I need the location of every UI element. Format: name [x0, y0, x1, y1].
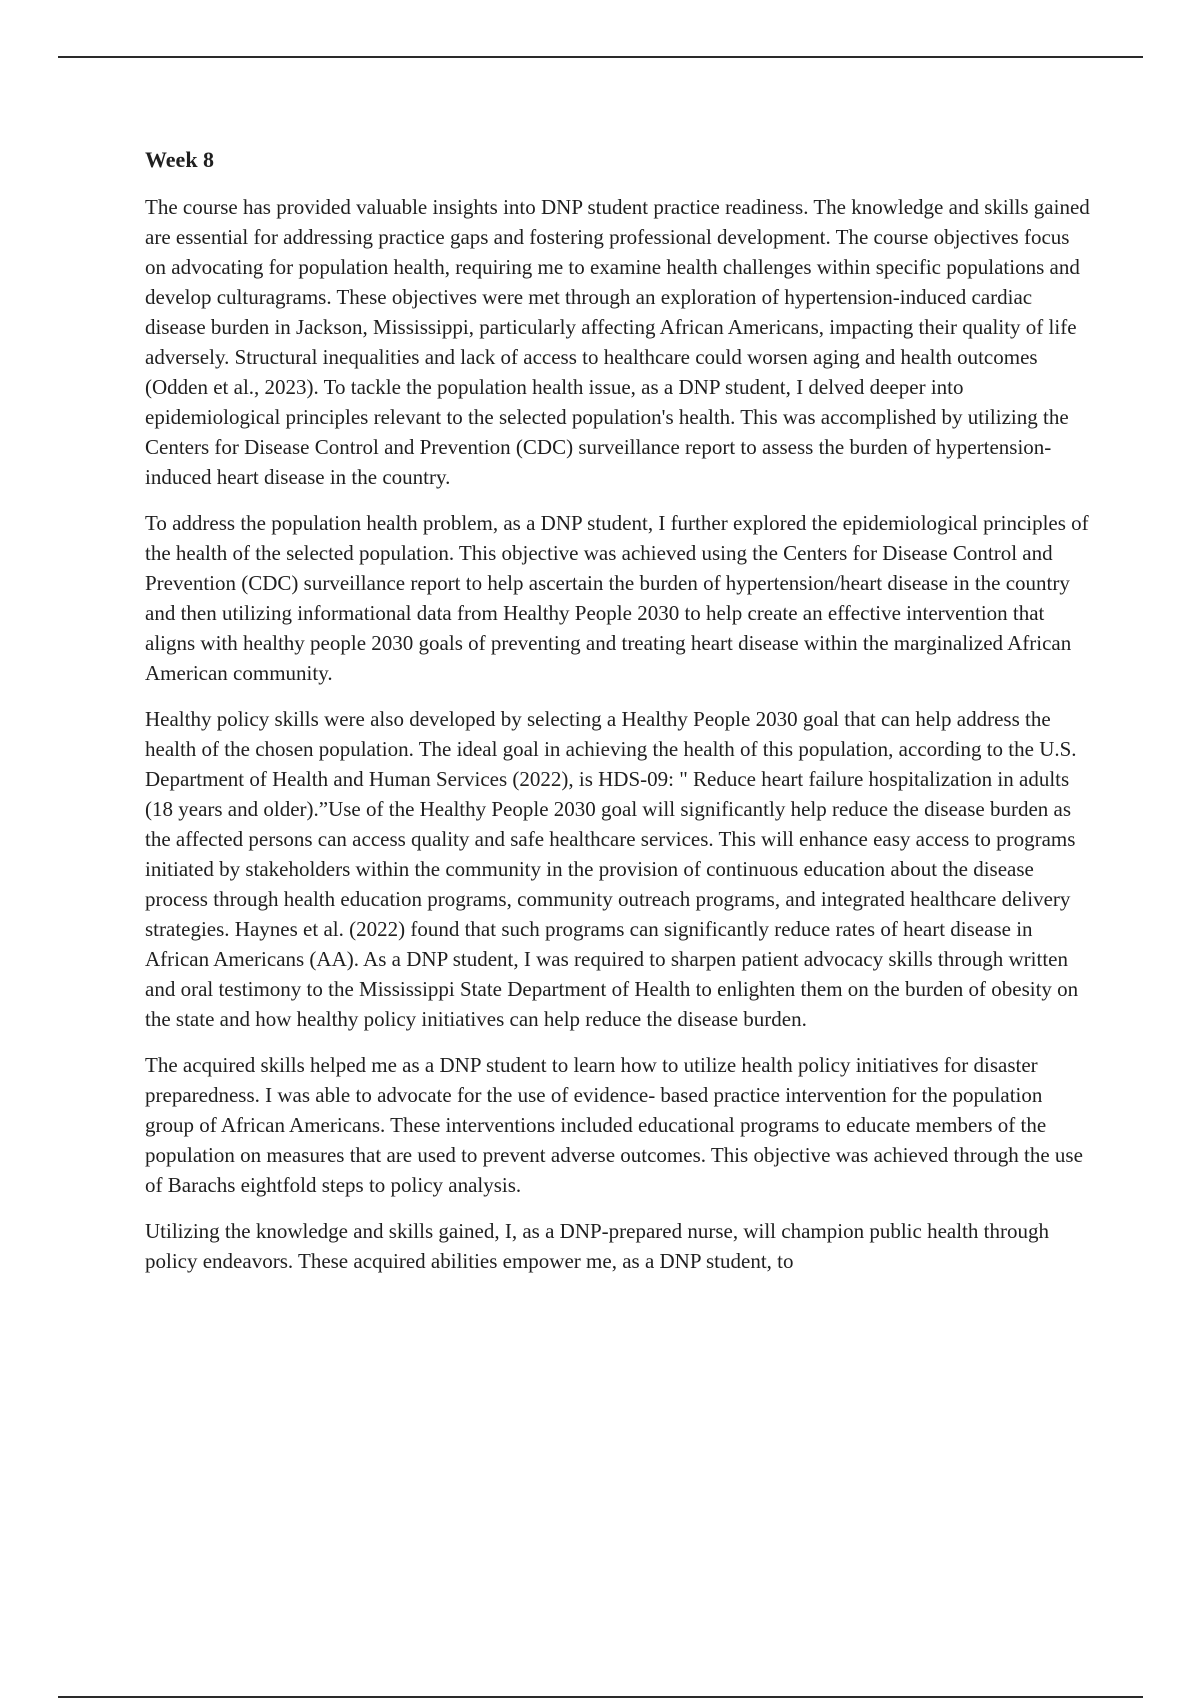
paragraph-4: The acquired skills helped me as a DNP student to learn how to utilize health policy initiatives for disaster preparedness. I was able to advocate for the use of evidence- based practice intervention for the population group of African Americans. These interventions included educational programs to educate members of the population on measures that are used to prevent adverse outcomes. This objective was achieved through the use of Barachs eightfold steps to policy analysis. [145, 1053, 1083, 1197]
paragraph-5: Utilizing the knowledge and skills gained, I, as a DNP-prepared nurse, will champion public health through policy endeavors. These acquired abilities empower me, as a DNP student, to [145, 1219, 1049, 1273]
document-body [145, 146, 1090, 1292]
footer-rule [58, 1696, 1143, 1698]
paragraph-3: Healthy policy skills were also developed by selecting a Healthy People 2030 goal that can help address the health of the chosen population. The ideal goal in achieving the health of this population, according to the U.S. Department of Health and Human Services (2022), is HDS-09: " Reduce heart failure hospitalization in adults (18 years and older).”Use of the Healthy People 2030 goal will significantly help reduce the disease burden as the affected persons can access quality and safe healthcare services. This will enhance easy access to programs initiated by stakeholders within the community in the provision of continuous education about the disease process through health education programs, community outreach programs, and integrated healthcare delivery strategies. Haynes et al. (2022) found that such programs can significantly reduce rates of heart disease in African Americans (AA). As a DNP student, I was required to sharpen patient advocacy skills through written and oral testimony to the Mississippi State Department of Health to enlighten them on the burden of obesity on the state and how healthy policy initiatives can help reduce the disease burden. [145, 707, 1079, 1031]
paragraph-2: To address the population health problem, as a DNP student, I further explored the epidemiological principles of the health of the selected population. This objective was achieved using the Centers for Disease Control and Prevention (CDC) surveillance report to help ascertain the burden of hypertension/heart disease in the country and then utilizing informational data from Healthy People 2030 to help create an effective intervention that aligns with healthy people 2030 goals of preventing and treating heart disease within the marginalized African American community. [145, 511, 1089, 685]
section-heading: Week 8 [145, 147, 215, 172]
header-rule [58, 56, 1143, 58]
paragraph-1: The course has provided valuable insights into DNP student practice readiness. The knowledge and skills gained are essential for addressing practice gaps and fostering professional development. The course objectives focus on advocating for population health, requiring me to examine health challenges within specific populations and develop culturagrams. These objectives were met through an exploration of hypertension-induced cardiac disease burden in Jackson, Mississippi, particularly affecting African Americans, impacting their quality of life adversely. Structural inequalities and lack of access to healthcare could worsen aging and health outcomes (Odden et al., 2023). To tackle the population health issue, as a DNP student, I delved deeper into epidemiological principles relevant to the selected population's health. This was accomplished by utilizing the Centers for Disease Control and Prevention (CDC) surveillance report to assess the burden of hypertension-induced heart disease in the country. [145, 195, 1090, 489]
